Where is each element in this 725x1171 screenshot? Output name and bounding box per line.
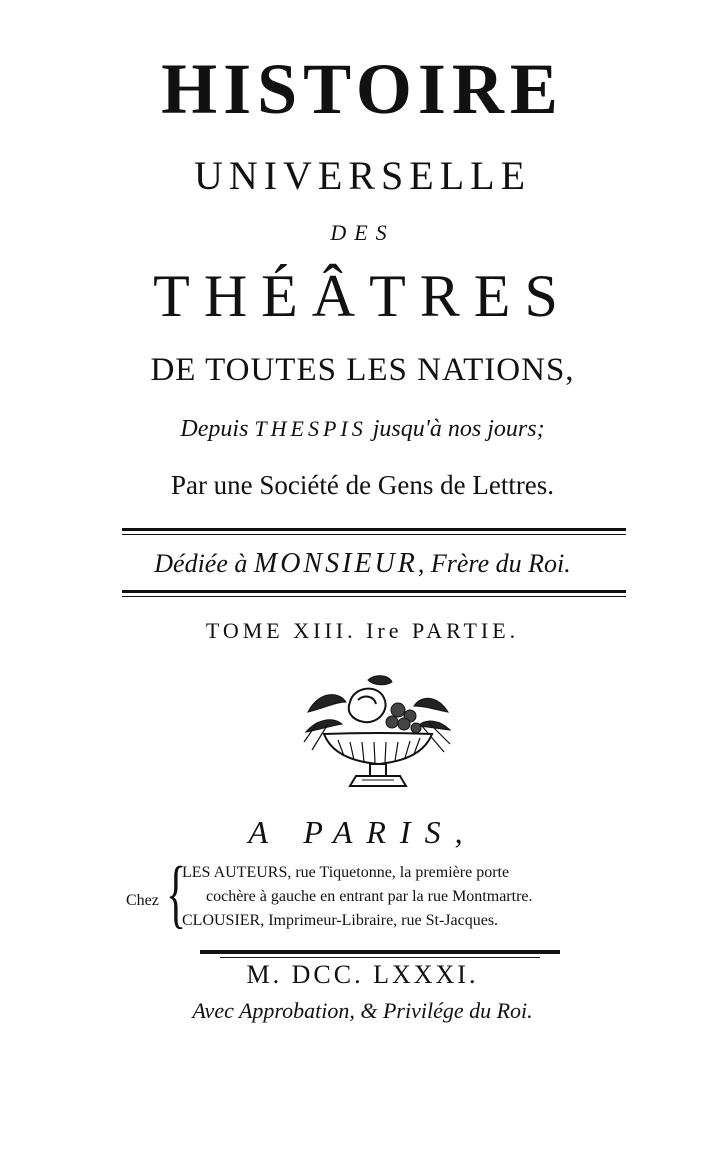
depuis-post: jusqu'à nos jours; [372, 416, 545, 442]
imprint-line-2: cochère à gauche en entrant par la rue Montmartre. [206, 888, 533, 905]
dedication [0, 548, 725, 580]
privilege-line: Avec Approbation, & Privilége du Roi. [192, 998, 533, 1023]
title-des: DES [330, 220, 395, 245]
curly-brace-icon: { [166, 852, 187, 936]
heavy-rule [200, 950, 560, 958]
fruit-basket-vase-icon [298, 672, 458, 794]
imprint-city: A PARIS, [248, 814, 477, 850]
imprint-line-3: CLOUSIER, Imprimeur-Libraire, rue St-Jacques. [182, 912, 499, 929]
subtitle-societe: Par une Société de Gens de Lettres. [170, 470, 555, 500]
publication-date: M. DCC. LXXXI. [246, 960, 479, 989]
depuis-name: THESPIS [254, 416, 367, 441]
dedication-name: MONSIEUR [253, 548, 418, 579]
imprint-line-1: LES AUTEURS, rue Tiquetonne, la première porte [182, 864, 510, 881]
title-universelle: UNIVERSELLE [193, 153, 532, 198]
depuis-pre: Depuis [180, 416, 249, 442]
title-histoire: HISTOIRE [161, 49, 564, 129]
double-rule-bottom [122, 590, 626, 597]
dedication-post: , Frère du Roi. [417, 549, 571, 578]
subtitle-depuis [0, 416, 725, 443]
imprint-chez: Chez [126, 892, 159, 909]
dedication-pre: Dédiée à [154, 549, 248, 578]
imprint-block [122, 852, 642, 940]
double-rule-top [122, 528, 626, 535]
title-theatres: THÉÂTRES [153, 263, 572, 329]
volume-label: TOME XIII. Ire PARTIE. [205, 618, 520, 643]
subtitle-nations: DE TOUTES LES NATIONS, [150, 352, 575, 388]
